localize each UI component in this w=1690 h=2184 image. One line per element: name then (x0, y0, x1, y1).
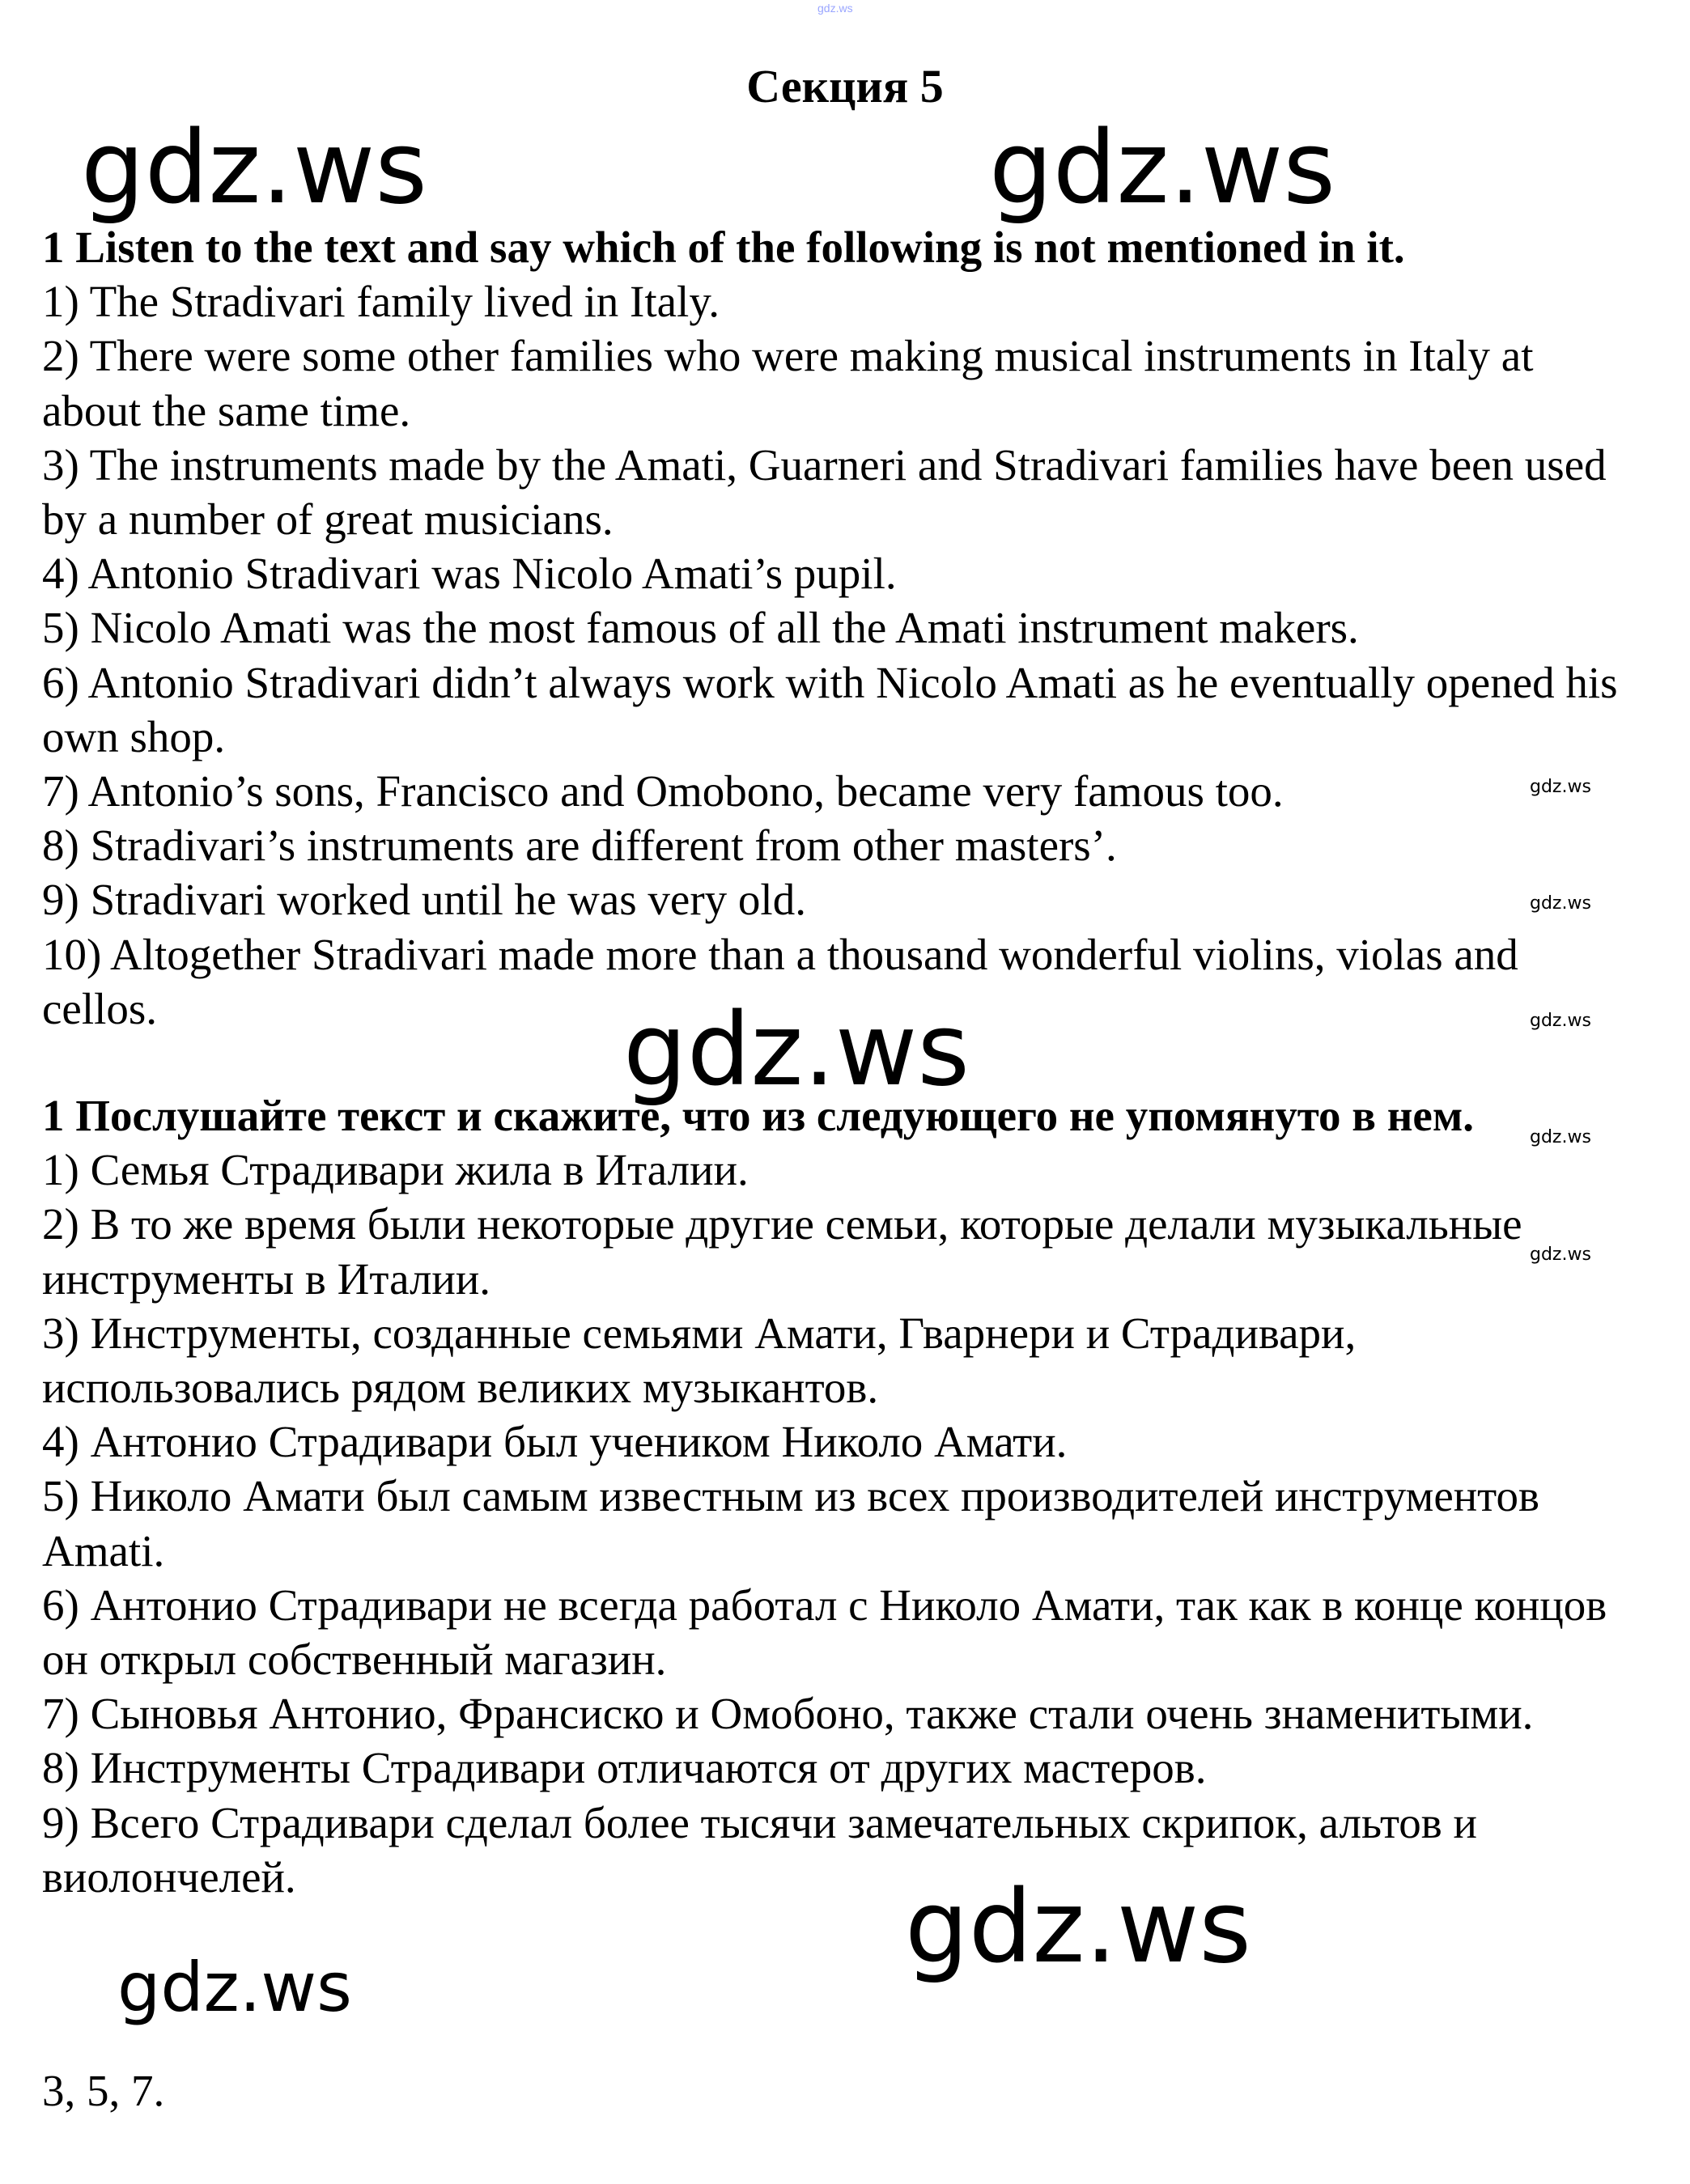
english-item-2: 2) There were some other families who were making musical instruments in Italy at about the same time. (42, 331, 1534, 435)
russian-item-7: 7) Сыновья Антонио, Франсиско и Омобоно, также стали очень знаменитыми. (42, 1689, 1534, 1739)
watermark-large: gdz.ws (905, 1869, 1251, 1986)
watermark-small: gdz.ws (1530, 1127, 1591, 1147)
russian-item-4: 4) Антонио Страдивари был учеником Николо Амати. (42, 1417, 1068, 1467)
english-item-10: 10) Altogether Stradivari made more than a thousand wonderful violins, violas and cellos. (42, 929, 1518, 1033)
english-item-1: 1) The Stradivari family lived in Italy. (42, 277, 720, 327)
watermark-small: gdz.ws (1530, 1011, 1591, 1031)
watermark-large: gdz.ws (623, 992, 970, 1109)
english-item-4: 4) Antonio Stradivari was Nicolo Amati’s pupil. (42, 549, 897, 599)
english-item-5: 5) Nicolo Amati was the most famous of all the Amati instrument makers. (42, 603, 1359, 653)
russian-item-6: 6) Антонио Страдивари не всегда работал с Николо Амати, так как в конце концов он открыл собственный магазин. (42, 1580, 1607, 1685)
russian-item-8: 8) Инструменты Страдивари отличаются от других мастеров. (42, 1743, 1207, 1793)
russian-item-5: 5) Николо Амати был самым известным из всех производителей инструментов Amati. (42, 1471, 1539, 1575)
english-task (42, 220, 1628, 1036)
russian-item-1: 1) Семья Страдивари жила в Италии. (42, 1145, 749, 1195)
russian-item-3: 3) Инструменты, созданные семьями Амати, Гварнери и Страдивари, использовались рядом великих музыкантов. (42, 1308, 1357, 1413)
top-watermark: gdz.ws (817, 2, 853, 15)
russian-task (42, 1088, 1628, 1904)
watermark-small: gdz.ws (1530, 1245, 1591, 1265)
watermark-medium: gdz.ws (117, 1948, 352, 2027)
watermark-large: gdz.ws (81, 110, 427, 227)
watermark-large: gdz.ws (989, 110, 1335, 227)
russian-item-2: 2) В то же время были некоторые другие семьи, которые делали музыкальные инструменты в Италии. (42, 1199, 1522, 1304)
russian-item-9: 9) Всего Страдивари сделал более тысячи замечательных скрипок, альтов и виолончелей. (42, 1797, 1477, 1902)
watermark-small: gdz.ws (1530, 893, 1591, 914)
page-title: Секция 5 (746, 60, 944, 112)
watermark-small: gdz.ws (1530, 777, 1591, 797)
russian-task-heading: 1 Послушайте текст и скажите, что из следующего не упомянуто в нем. (42, 1091, 1475, 1140)
english-item-6: 6) Antonio Stradivari didn’t always work with Nicolo Amati as he eventually opened his own shop. (42, 657, 1618, 761)
answer-text: 3, 5, 7. (42, 2066, 165, 2115)
english-item-3: 3) The instruments made by the Amati, Guarneri and Stradivari families have been used by a number of great musicians. (42, 439, 1607, 545)
english-task-heading: 1 Listen to the text and say which of the following is not mentioned in it. (42, 223, 1405, 272)
english-item-8: 8) Stradivari’s instruments are different from other masters’. (42, 821, 1117, 871)
english-item-7: 7) Antonio’s sons, Francisco and Omobono, became very famous too. (42, 766, 1284, 816)
english-item-9: 9) Stradivari worked until he was very old. (42, 875, 806, 925)
